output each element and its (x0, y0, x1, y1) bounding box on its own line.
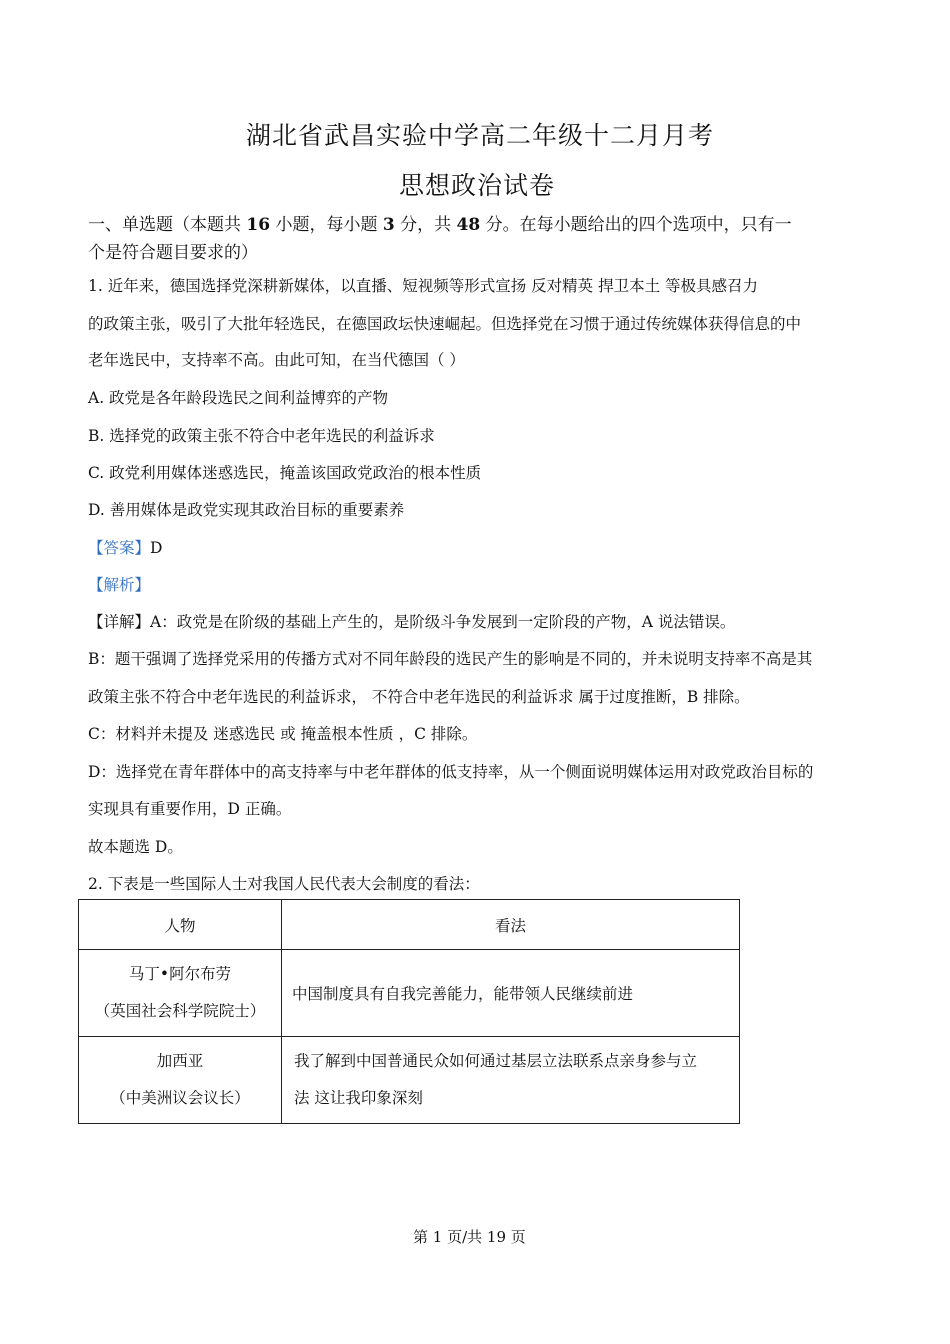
q1-detail-line5: D：选择党在青年群体中的高支持率与中老年群体的低支持率，从一个侧面说明媒体运用对政党政治目标的 (88, 763, 814, 781)
page-footer: 第 1 页/共 19 页 (413, 1228, 526, 1246)
q1-detail-line3: 政策主张不符合中老年选民的利益诉求， 不符合中老年选民的利益诉求 属于过度推断，B 排除。 (88, 688, 750, 706)
view-text: 我了解到中国普通民众如何通过基层立法联系点亲身参与立 (294, 1052, 698, 1070)
table-header-view: 看法 (282, 900, 740, 950)
q1-detail-line7: 故本题选 D。 (88, 838, 183, 856)
person-name: 马丁•阿尔布劳 (128, 965, 232, 983)
q1-stem-line3: 老年选民中，支持率不高。由此可知，在当代德国（ ） (88, 351, 465, 369)
person-role: （英国社会科学院院士） (94, 1002, 266, 1020)
q1-detail-line6: 实现具有重要作用，D 正确。 (88, 800, 292, 818)
q1-option-b: B. 选择党的政策主张不符合中老年选民的利益诉求 (88, 427, 435, 445)
q1-option-d: D. 善用媒体是政党实现其政治目标的重要素养 (88, 501, 405, 519)
q1-option-c: C. 政党利用媒体迷惑选民，掩盖该国政党政治的根本性质 (88, 464, 482, 482)
person-name: 加西亚 (156, 1052, 204, 1070)
q1-detail-line1: 【详解】A：政党是在阶级的基础上产生的，是阶级斗争发展到一定阶段的产物，A 说法错误。 (88, 613, 736, 631)
section-heading-line2: 个是符合题目要求的） (88, 243, 258, 263)
q1-detail-line2: B：题干强调了选择党采用的传播方式对不同年龄段的选民产生的影响是不同的，并未说明支持率不高是其 (88, 650, 813, 668)
q1-detail-line4: C：材料并未提及 迷惑选民 或 掩盖根本性质 ，C 排除。 (88, 725, 478, 743)
q1-stem-line2: 的政策主张，吸引了大批年轻选民，在德国政坛快速崛起。但选择党在习惯于通过传统媒体获得信息的中 (88, 315, 802, 333)
opinions-table (78, 899, 740, 1124)
table-row (79, 1037, 740, 1124)
section-heading: 一、单选题（本题共 16 小题，每小题 3 分，共 48 分。在每小题给出的四个选项中，只有一 (88, 215, 792, 235)
q2-stem: 2. 下表是一些国际人士对我国人民代表大会制度的看法： (88, 875, 480, 893)
view-text: 中国制度具有自我完善能力，能带领人民继续前进 (292, 985, 634, 1003)
table-cell-person (79, 950, 282, 1037)
table-cell-view (282, 1037, 740, 1124)
q1-option-a: A. 政党是各年龄段选民之间利益博弈的产物 (88, 389, 389, 407)
table-cell-view (282, 950, 740, 1037)
table-cell-person (79, 1037, 282, 1124)
table-header-row (79, 900, 740, 950)
q1-stem-line1: 1. 近年来，德国选择党深耕新媒体，以直播、短视频等形式宣扬 反对精英 捍卫本土 等极具感召力 (88, 277, 758, 295)
table-header-person: 人物 (79, 900, 282, 950)
q1-answer: 【答案】D (88, 539, 163, 557)
view-text-cont: 法 这让我印象深刻 (294, 1089, 423, 1107)
table-row (79, 950, 740, 1037)
person-role: （中美洲议会议长） (110, 1089, 250, 1107)
exam-subtitle: 思想政治试卷 (399, 171, 556, 200)
q1-analysis-label: 【解析】 (88, 576, 151, 594)
exam-title: 湖北省武昌实验中学高二年级十二月月考 (246, 121, 715, 150)
